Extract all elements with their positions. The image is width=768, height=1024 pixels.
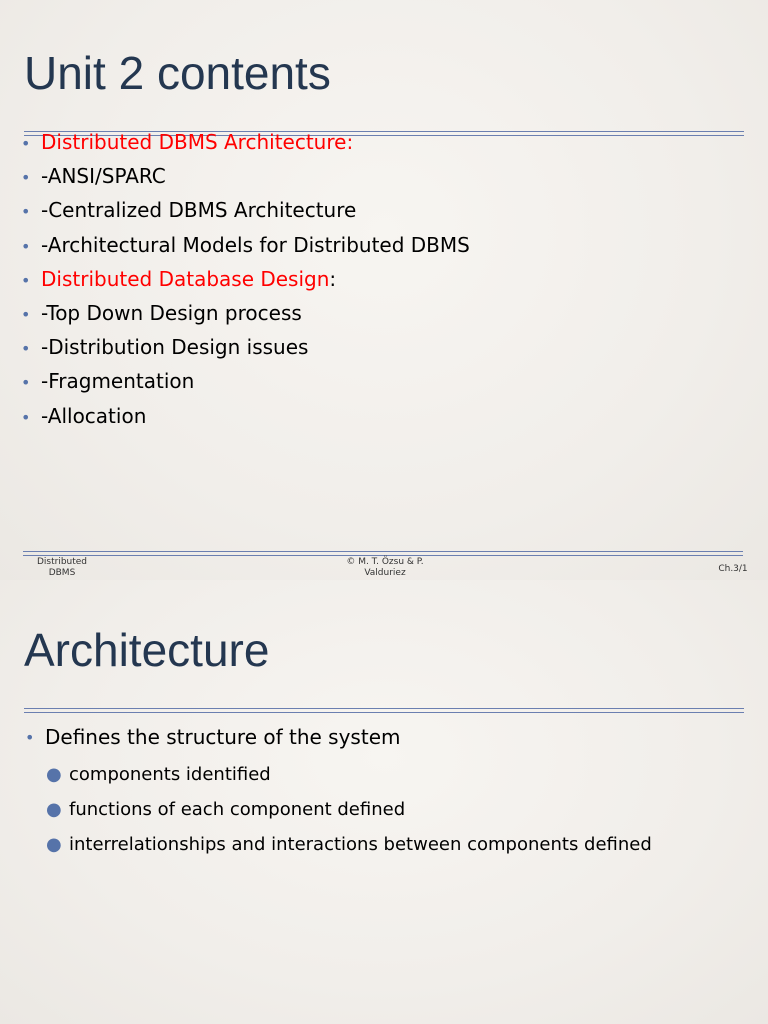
- bullet-dot-icon: •: [21, 270, 31, 290]
- bullet-text: Distributed Database Design: [41, 266, 330, 291]
- list-item: [0, 404, 470, 438]
- bullet-text: Defines the structure of the system: [45, 725, 401, 749]
- bullet-text: Distributed DBMS Architecture:: [41, 130, 354, 154]
- footer-copyright: [325, 557, 445, 579]
- footer-left-line: DBMS: [48, 567, 76, 578]
- footer-copyright-line: Valduriez: [364, 567, 406, 578]
- list-item: [0, 233, 470, 267]
- list-item: [0, 164, 470, 198]
- footer-left-line: Distributed: [36, 557, 88, 567]
- footer-left: [22, 557, 102, 579]
- list-item: [0, 369, 470, 403]
- bullet-dot-icon: ●: [46, 799, 62, 820]
- bullet-dot-icon: •: [21, 407, 31, 427]
- bullet-text: -Fragmentation: [41, 369, 195, 394]
- list-item: [0, 267, 470, 301]
- contents-list: [0, 130, 470, 438]
- list-item: [0, 198, 470, 232]
- bullet-dot-icon: •: [21, 168, 31, 188]
- title-rule: [24, 708, 744, 713]
- slide-title: Unit 2 contents: [24, 47, 331, 99]
- bullet-text: -Distribution Design issues: [41, 335, 309, 360]
- bullet-dot-icon: •: [25, 728, 35, 747]
- slide-architecture: [0, 580, 768, 1024]
- bullet-text: functions of each component defined: [69, 799, 406, 820]
- bullet-text: -Allocation: [41, 403, 147, 428]
- bullet-dot-icon: •: [21, 202, 31, 222]
- bullet-dot-icon: •: [21, 304, 31, 324]
- bullet-text: components identified: [69, 764, 271, 785]
- bullet-text: -ANSI/SPARC: [41, 164, 166, 189]
- bullet-dot-icon: ●: [46, 764, 62, 785]
- bullet-suffix: :: [329, 266, 337, 291]
- bullet-dot-icon: •: [21, 373, 31, 393]
- bullet-text: -Architectural Models for Distributed DBMS: [41, 232, 470, 257]
- bullet-text: -Centralized DBMS Architecture: [41, 198, 357, 223]
- list-item: [0, 335, 470, 369]
- bullet-dot-icon: •: [21, 339, 31, 359]
- footer-page-number: Ch.3/1: [718, 564, 748, 574]
- footer-rule: [23, 551, 743, 556]
- slide-title: Architecture: [24, 624, 270, 676]
- list-item: [0, 301, 470, 335]
- bullet-text: -Top Down Design process: [41, 300, 302, 325]
- footer-copyright-line: © M. T. Özsu & P.: [346, 557, 424, 567]
- bullet-text: interrelationships and interactions between components defined: [69, 834, 652, 855]
- bullet-dot-icon: ●: [46, 834, 62, 855]
- bullet-dot-icon: •: [21, 134, 31, 153]
- bullet-dot-icon: •: [21, 236, 31, 256]
- list-item: [0, 130, 470, 164]
